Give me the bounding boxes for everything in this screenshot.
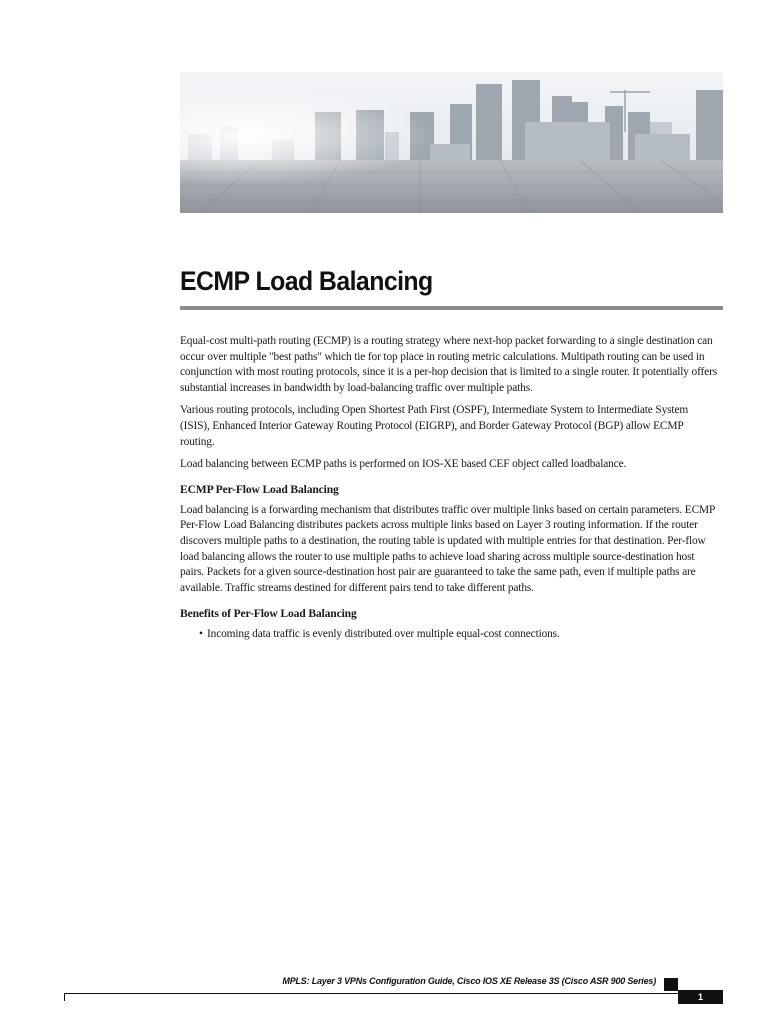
per-flow-paragraph: Load balancing is a forwarding mechanism that distributes traffic over multiple links based on certain parameters. ECMP Per-Flow Load Balancing distributes packets across multiple links based on Layer 3 routing information. If the router discovers multiple paths to a destination, the routing table is updated with multiple entries for that destination. Per-flow load balancing allows the router to use multiple paths to achieve load sharing across multiple source-destination host pairs. Packets for a given source-destination host pair are guaranteed to take the same path, even if multiple paths are available. Traffic streams destined for different pairs tend to take different paths. xyxy=(180,503,715,595)
list-item: • Incoming data traffic is evenly distributed over multiple equal-cost connections. xyxy=(202,627,720,643)
benefits-list xyxy=(180,627,720,643)
page-title: ECMP Load Balancing xyxy=(180,266,433,296)
section-heading-benefits: Benefits of Per-Flow Load Balancing xyxy=(180,606,357,620)
footer-marker xyxy=(664,978,678,991)
document-body xyxy=(180,334,720,643)
protocols-paragraph: Various routing protocols, including Open Shortest Path First (OSPF), Intermediate System to Intermediate System (ISIS), Enhanced Interior Gateway Routing Protocol (EIGRP), and Border Gateway Protocol (BGP) allow ECMP routing. xyxy=(180,404,689,448)
header-city-skyline-image xyxy=(180,72,723,213)
footer-guide-title: MPLS: Layer 3 VPNs Configuration Guide, Cisco IOS XE Release 3S (Cisco ASR 900 Series) xyxy=(282,976,656,986)
section-heading-per-flow: ECMP Per-Flow Load Balancing xyxy=(180,482,339,496)
footer-divider xyxy=(64,993,678,994)
footer-divider-tick xyxy=(64,993,65,1001)
intro-paragraph: Equal-cost multi-path routing (ECMP) is a routing strategy where next-hop packet forwarding to a single destination can occur over multiple "best paths" which tie for top place in routing metric calculations. Multipath routing can be used in conjunction with most routing protocols, since it is a per-hop decision that is limited to a single router. It potentially offers substantial increases in bandwidth by load-balancing traffic over multiple paths. xyxy=(180,335,717,395)
cef-paragraph: Load balancing between ECMP paths is performed on IOS-XE based CEF object called loadbalance. xyxy=(180,457,627,470)
title-rule xyxy=(180,306,723,310)
page-number: 1 xyxy=(678,990,723,1004)
